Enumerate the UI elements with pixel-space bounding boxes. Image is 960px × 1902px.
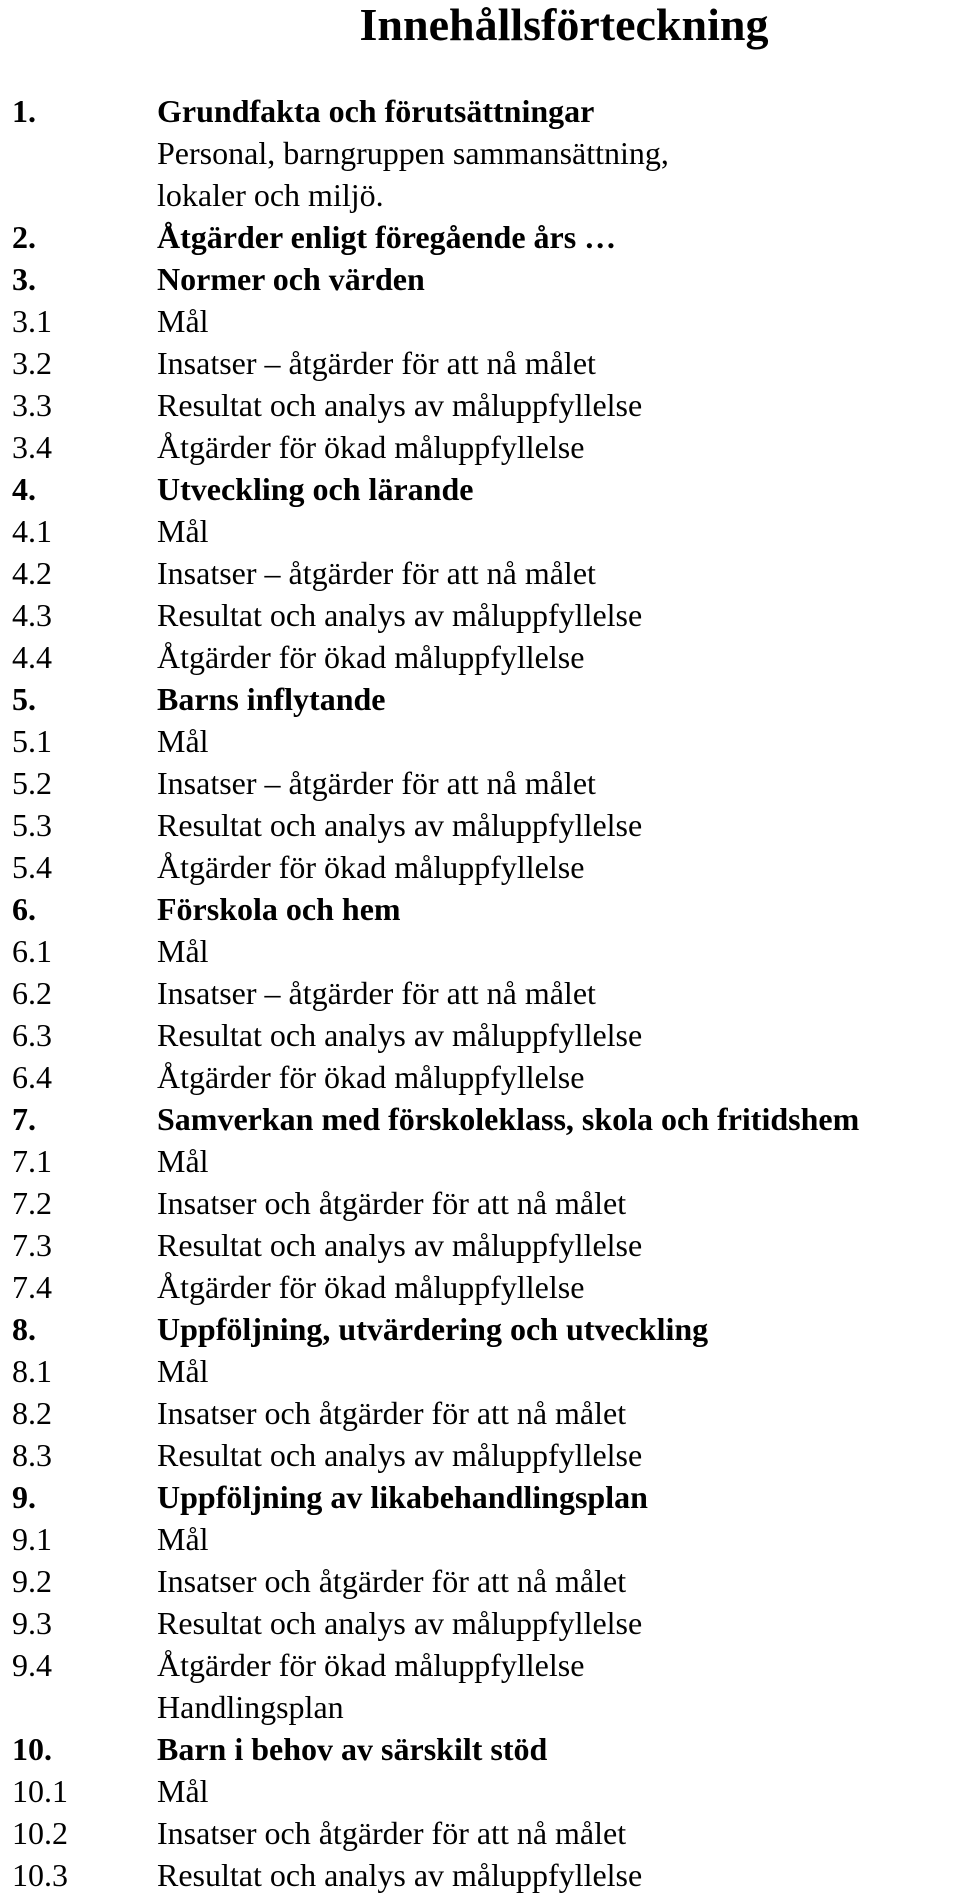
toc-entry xyxy=(0,1434,960,1476)
toc-text: Mål xyxy=(157,723,209,759)
toc-heading xyxy=(0,1476,960,1518)
toc-text: Utveckling och lärande xyxy=(157,471,474,507)
toc-entry xyxy=(0,1182,960,1224)
toc-number: 3.3 xyxy=(12,387,52,423)
toc-entry xyxy=(0,510,960,552)
toc-text: Mål xyxy=(157,1353,209,1389)
toc-text: Personal, barngruppen sammansättning, xyxy=(157,135,669,171)
toc-entry xyxy=(0,1770,960,1812)
toc-text: Åtgärder enligt föregående års … xyxy=(157,219,617,255)
toc-entry xyxy=(0,1140,960,1182)
toc-entry xyxy=(0,972,960,1014)
toc-text: Åtgärder för ökad måluppfyllelse xyxy=(157,639,585,675)
toc-number: 4.4 xyxy=(12,639,52,675)
toc-entry xyxy=(0,552,960,594)
toc-number: 4.1 xyxy=(12,513,52,549)
toc-text: Resultat och analys av måluppfyllelse xyxy=(157,1227,643,1263)
toc-number: 7.3 xyxy=(12,1227,52,1263)
toc-entry xyxy=(0,426,960,468)
toc-heading xyxy=(0,888,960,930)
toc-entry xyxy=(0,1686,960,1728)
toc-number: 4.2 xyxy=(12,555,52,591)
toc-number: 8.3 xyxy=(12,1437,52,1473)
toc-text: Åtgärder för ökad måluppfyllelse xyxy=(157,1059,585,1095)
toc-entry xyxy=(0,300,960,342)
toc-entry xyxy=(0,846,960,888)
toc-text: Insatser och åtgärder för att nå målet xyxy=(157,1563,627,1599)
toc-number: 3.4 xyxy=(12,429,52,465)
toc-entry xyxy=(0,1392,960,1434)
toc-heading xyxy=(0,1308,960,1350)
toc-text: Mål xyxy=(157,1521,209,1557)
toc-entry xyxy=(0,1812,960,1854)
toc-text: Resultat och analys av måluppfyllelse xyxy=(157,1017,643,1053)
toc-entry xyxy=(0,762,960,804)
toc-number: 8. xyxy=(12,1311,36,1347)
toc-number: 3.1 xyxy=(12,303,52,339)
toc-text: Resultat och analys av måluppfyllelse xyxy=(157,1605,643,1641)
toc-number: 7.4 xyxy=(12,1269,52,1305)
toc-entry xyxy=(0,1224,960,1266)
toc-entry xyxy=(0,1056,960,1098)
toc-text: Insatser och åtgärder för att nå målet xyxy=(157,1185,627,1221)
toc-number: 5.1 xyxy=(12,723,52,759)
toc-text: Resultat och analys av måluppfyllelse xyxy=(157,807,643,843)
toc-text: Insatser – åtgärder för att nå målet xyxy=(157,765,596,801)
toc-number: 10.1 xyxy=(12,1773,68,1809)
toc-text: Åtgärder för ökad måluppfyllelse xyxy=(157,1269,585,1305)
toc-number: 9.1 xyxy=(12,1521,52,1557)
toc-number: 4. xyxy=(12,471,36,507)
toc-heading xyxy=(0,468,960,510)
toc-number: 9.2 xyxy=(12,1563,52,1599)
toc-number: 6.1 xyxy=(12,933,52,969)
toc-number: 2. xyxy=(12,219,36,255)
toc-number: 5. xyxy=(12,681,36,717)
toc-number: 3. xyxy=(12,261,36,297)
toc-text: Resultat och analys av måluppfyllelse xyxy=(157,597,643,633)
toc-text: Mål xyxy=(157,933,209,969)
toc-entry xyxy=(0,804,960,846)
toc-number: 5.2 xyxy=(12,765,52,801)
toc-text: Barn i behov av särskilt stöd xyxy=(157,1731,548,1767)
toc-text: Resultat och analys av måluppfyllelse xyxy=(157,1857,643,1893)
toc-number: 10. xyxy=(12,1731,52,1767)
toc-text: Barns inflytande xyxy=(157,681,386,717)
toc-number: 1. xyxy=(12,93,36,129)
toc-entry xyxy=(0,384,960,426)
toc-text: Insatser och åtgärder för att nå målet xyxy=(157,1815,627,1851)
toc-number: 8.2 xyxy=(12,1395,52,1431)
toc-text: Förskola och hem xyxy=(157,891,401,927)
toc-text: Mål xyxy=(157,303,209,339)
toc-heading xyxy=(0,1098,960,1140)
toc-entry xyxy=(0,1266,960,1308)
toc-number: 9.3 xyxy=(12,1605,52,1641)
toc-entry xyxy=(0,1644,960,1686)
toc-text: Handlingsplan xyxy=(157,1689,344,1725)
toc-number: 4.3 xyxy=(12,597,52,633)
toc-entry xyxy=(0,132,960,174)
toc-number: 5.4 xyxy=(12,849,52,885)
toc-entry xyxy=(0,174,960,216)
toc-entry xyxy=(0,720,960,762)
toc-text: Insatser – åtgärder för att nå målet xyxy=(157,975,596,1011)
toc-entry xyxy=(0,1602,960,1644)
toc-text: Uppföljning av likabehandlingsplan xyxy=(157,1479,648,1515)
toc-text: Åtgärder för ökad måluppfyllelse xyxy=(157,849,585,885)
toc-text: Mål xyxy=(157,1143,209,1179)
toc-text: Mål xyxy=(157,1773,209,1809)
toc-number: 9. xyxy=(12,1479,36,1515)
toc-heading xyxy=(0,1728,960,1770)
toc-text: Grundfakta och förutsättningar xyxy=(157,93,595,129)
table-of-contents xyxy=(0,90,960,1896)
toc-text: Uppföljning, utvärdering och utveckling xyxy=(157,1311,709,1347)
toc-number: 3.2 xyxy=(12,345,52,381)
toc-number: 7.1 xyxy=(12,1143,52,1179)
toc-entry xyxy=(0,342,960,384)
toc-number: 6. xyxy=(12,891,36,927)
toc-entry xyxy=(0,1518,960,1560)
toc-number: 10.2 xyxy=(12,1815,68,1851)
toc-heading xyxy=(0,216,960,258)
toc-text: Resultat och analys av måluppfyllelse xyxy=(157,387,643,423)
toc-text: Åtgärder för ökad måluppfyllelse xyxy=(157,1647,585,1683)
toc-entry xyxy=(0,1350,960,1392)
toc-number: 8.1 xyxy=(12,1353,52,1389)
toc-number: 5.3 xyxy=(12,807,52,843)
toc-number: 10.3 xyxy=(12,1857,68,1893)
toc-text: Resultat och analys av måluppfyllelse xyxy=(157,1437,643,1473)
toc-number: 9.4 xyxy=(12,1647,52,1683)
toc-text: Normer och värden xyxy=(157,261,425,297)
page-title: Innehållsförteckning xyxy=(359,0,769,50)
toc-entry xyxy=(0,1014,960,1056)
toc-number: 7. xyxy=(12,1101,36,1137)
toc-number: 7.2 xyxy=(12,1185,52,1221)
toc-text: lokaler och miljö. xyxy=(157,177,384,213)
toc-entry xyxy=(0,1854,960,1896)
toc-text: Samverkan med förskoleklass, skola och fritidshem xyxy=(157,1101,860,1137)
toc-text: Insatser och åtgärder för att nå målet xyxy=(157,1395,627,1431)
toc-entry xyxy=(0,594,960,636)
toc-text: Åtgärder för ökad måluppfyllelse xyxy=(157,429,585,465)
toc-heading xyxy=(0,90,960,132)
toc-number: 6.2 xyxy=(12,975,52,1011)
toc-text: Insatser – åtgärder för att nå målet xyxy=(157,555,596,591)
toc-entry xyxy=(0,930,960,972)
toc-heading xyxy=(0,258,960,300)
toc-entry xyxy=(0,636,960,678)
toc-text: Mål xyxy=(157,513,209,549)
toc-number: 6.4 xyxy=(12,1059,52,1095)
toc-heading xyxy=(0,678,960,720)
toc-number: 6.3 xyxy=(12,1017,52,1053)
toc-text: Insatser – åtgärder för att nå målet xyxy=(157,345,596,381)
toc-entry xyxy=(0,1560,960,1602)
